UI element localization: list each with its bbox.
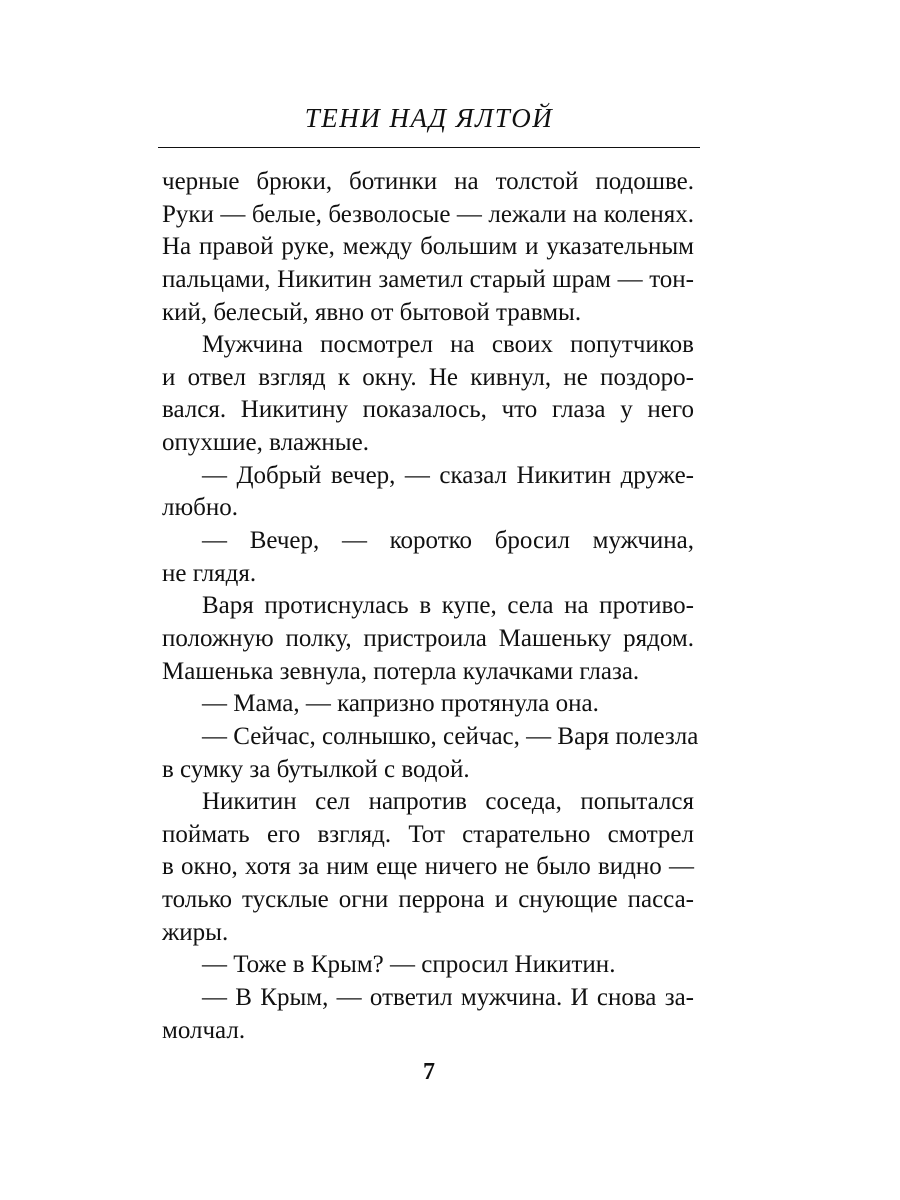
text-line: — В Крым, — ответил мужчина. И снова за- xyxy=(202,984,694,1012)
text-line: в окно, хотя за ним еще ничего не было видно — xyxy=(162,853,694,881)
text-line: черные брюки, ботинки на толстой подошве. xyxy=(162,168,694,195)
text-line: Машенька зевнула, потерла кулачками глаза. xyxy=(162,657,640,685)
text-line: не глядя. xyxy=(162,559,257,587)
text-line: только тусклые огни перрона и снующие пасса- xyxy=(162,886,694,914)
running-head-title: ТЕНИ НАД ЯЛТОЙ xyxy=(304,103,554,133)
text-line: — Добрый вечер, — сказал Никитин друже- xyxy=(202,461,694,489)
text-line: Мужчина посмотрел на своих попутчиков xyxy=(202,331,694,359)
text-line: опухшие, влажные. xyxy=(162,429,369,457)
header-rule xyxy=(158,147,700,148)
text-line: в сумку за бутылкой с водой. xyxy=(162,755,470,783)
text-line: поймать его взгляд. Тот старательно смотрел xyxy=(162,820,694,848)
text-line: — Сейчас, солнышко, сейчас, — Варя полезла xyxy=(202,722,699,750)
text-line: и отвел взгляд к окну. Не кивнул, не поздоро- xyxy=(162,363,694,391)
page-number: 7 xyxy=(423,1059,435,1085)
text-line: положную полку, пристроила Машеньку рядом. xyxy=(162,624,694,652)
text-line: вался. Никитину показалось, что глаза у него xyxy=(162,396,694,424)
text-line: пальцами, Никитин заметил старый шрам — тон- xyxy=(162,265,694,293)
text-line: Руки — белые, безволосые — лежали на коленях. xyxy=(162,200,694,228)
text-line: На правой руке, между большим и указательным xyxy=(162,233,694,261)
text-line: — Мама, — капризно протянула она. xyxy=(202,690,599,718)
text-line: — Тоже в Крым? — спросил Никитин. xyxy=(202,951,616,979)
text-line: Варя протиснулась в купе, села на противо- xyxy=(202,592,694,620)
text-line: кий, белесый, явно от бытовой травмы. xyxy=(162,298,582,326)
text-line: — Вечер, — коротко бросил мужчина, xyxy=(202,527,694,555)
text-line: жиры. xyxy=(162,918,229,946)
text-line: молчал. xyxy=(162,1016,246,1044)
text-line: Никитин сел напротив соседа, попытался xyxy=(202,788,694,816)
body-text xyxy=(162,166,699,1047)
text-line: любно. xyxy=(162,494,239,522)
